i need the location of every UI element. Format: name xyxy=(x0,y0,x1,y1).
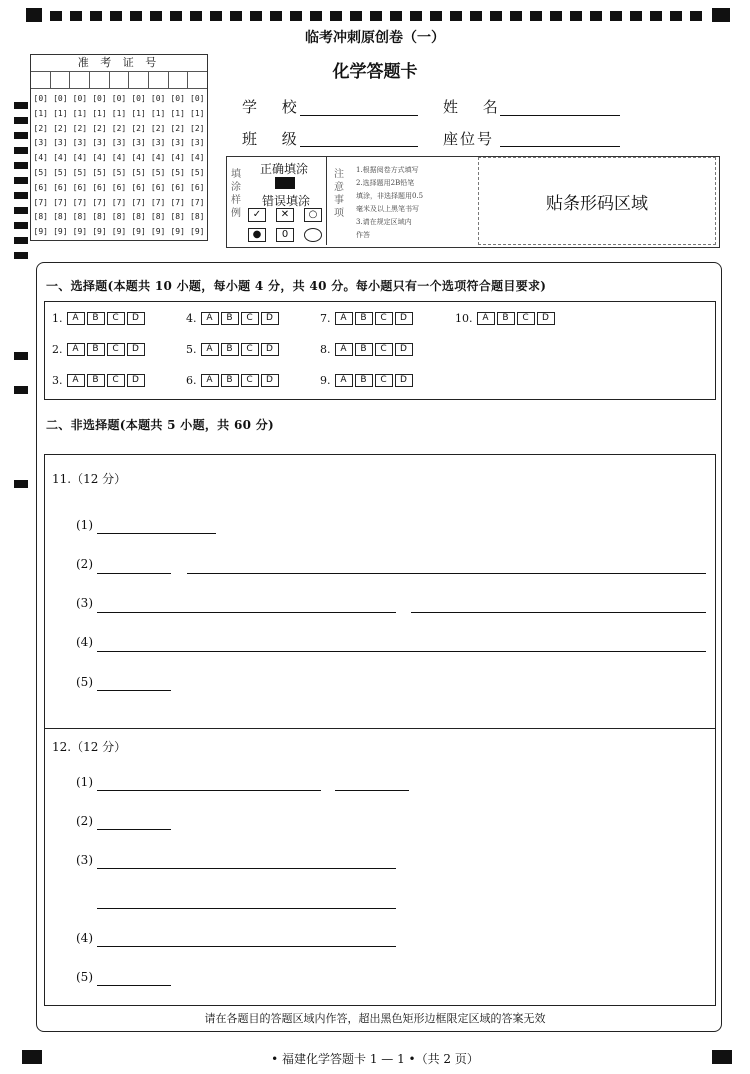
mc-question xyxy=(52,312,147,325)
id-digit-bubble[interactable]: [6] xyxy=(150,182,166,192)
q12-sub-4-line[interactable] xyxy=(97,946,396,947)
id-digit-bubble[interactable]: [7] xyxy=(92,197,107,207)
notice-line: 毫米及以上黑笔书写 xyxy=(356,205,419,213)
id-digit-bubble[interactable]: [8] xyxy=(92,212,107,222)
question-12-header: 12.（12 分） xyxy=(52,740,127,754)
id-digit-bubble[interactable]: [8] xyxy=(72,212,88,222)
q11-sub-5-label: (5) xyxy=(76,675,93,689)
id-digit-bubble[interactable]: [7] xyxy=(53,197,68,207)
q12-sub-2-line[interactable] xyxy=(97,829,171,830)
id-digit-bubble[interactable]: [3] xyxy=(131,138,146,148)
seat-label: 座位号 xyxy=(443,130,495,148)
id-digit-bubble[interactable]: [2] xyxy=(92,123,107,133)
mc-question-number: 9. xyxy=(320,374,331,387)
id-digit-bubble[interactable]: [3] xyxy=(190,138,205,148)
id-digit-bubble[interactable]: [3] xyxy=(33,138,48,148)
school-label: 学 校 xyxy=(242,98,307,116)
id-digit-bubble[interactable]: [8] xyxy=(190,212,205,222)
mc-question xyxy=(52,374,147,387)
page-footer: • 福建化学答题卡 1 — 1 •（共 2 页） xyxy=(271,1052,479,1066)
id-digit-bubble[interactable]: [1] xyxy=(111,108,127,118)
id-digit-bubble[interactable]: [0] xyxy=(33,94,48,103)
mc-question-number: 1. xyxy=(52,312,63,325)
id-digit-bubble[interactable]: [3] xyxy=(111,138,127,148)
id-digit-bubble[interactable]: [3] xyxy=(150,138,166,148)
mc-option-bubble[interactable]: B xyxy=(355,374,373,387)
mc-option-bubble[interactable]: D xyxy=(127,374,145,387)
mc-option-bubble[interactable]: A xyxy=(335,374,353,387)
mc-option-bubble[interactable]: D xyxy=(395,312,413,325)
id-digit-bubble[interactable]: [5] xyxy=(111,167,127,177)
mc-question-number: 10. xyxy=(455,312,473,325)
class-field[interactable] xyxy=(300,146,418,147)
id-digit-bubble[interactable]: [0] xyxy=(92,94,107,103)
wrong-fill-label: 错误填涂 xyxy=(262,194,311,208)
id-digit-bubble[interactable]: [7] xyxy=(170,197,185,207)
id-digit-bubble[interactable]: [1] xyxy=(131,108,146,118)
id-digit-bubble[interactable]: [6] xyxy=(33,182,48,192)
mc-option-bubble[interactable]: C xyxy=(241,343,259,356)
id-digit-bubble[interactable]: [8] xyxy=(150,212,166,222)
id-digit-bubble[interactable]: [9] xyxy=(33,227,48,237)
name-label: 姓 名 xyxy=(443,98,508,116)
id-digit-bubble[interactable]: [0] xyxy=(111,94,127,103)
id-digit-bubble[interactable]: [1] xyxy=(92,108,107,118)
id-digit-bubble[interactable]: [5] xyxy=(53,167,68,177)
mc-option-bubble[interactable]: B xyxy=(221,312,239,325)
notice-line: 3.请在规定区域内 xyxy=(356,218,412,226)
section1-title: 一、选择题(本题共 10 小题，每小题 4 分，共 40 分。每小题只有一个选项符合题目要求) xyxy=(46,279,547,293)
circle-mark-icon: ○ xyxy=(304,208,322,222)
mc-option-bubble[interactable]: D xyxy=(537,312,555,325)
id-digit-bubble[interactable]: [2] xyxy=(111,123,127,133)
id-column[interactable] xyxy=(51,92,71,240)
id-digit-bubble[interactable]: [0] xyxy=(190,94,205,103)
id-digit-bubble[interactable]: [9] xyxy=(92,227,107,237)
mc-option-bubble[interactable]: C xyxy=(375,312,393,325)
id-digit-bubble[interactable]: [8] xyxy=(131,212,146,222)
id-digit-bubble[interactable]: [6] xyxy=(170,182,185,192)
mc-option-bubble[interactable]: C xyxy=(107,374,125,387)
mc-option-bubble[interactable]: D xyxy=(261,343,279,356)
id-digit-bubble[interactable]: [5] xyxy=(92,167,107,177)
q12-sub-5-label: (5) xyxy=(76,970,93,984)
q12-sub-1-line-a[interactable] xyxy=(97,790,321,791)
id-column[interactable] xyxy=(109,92,129,240)
notice-line: 1.根据阅卷方式填写 xyxy=(356,166,419,174)
id-digit-bubble[interactable]: [6] xyxy=(131,182,146,192)
id-column[interactable] xyxy=(188,92,208,240)
mc-option-bubble[interactable]: A xyxy=(67,312,85,325)
q11-sub-3-line-a[interactable] xyxy=(97,612,396,613)
id-digit-bubble[interactable]: [4] xyxy=(92,153,107,163)
q11-sub-2-line-b[interactable] xyxy=(187,573,706,574)
q12-sub-5-line[interactable] xyxy=(97,985,171,986)
id-digit-bubble[interactable]: [7] xyxy=(111,197,127,207)
mc-question-number: 3. xyxy=(52,374,63,387)
id-digit-bubble[interactable]: [5] xyxy=(131,167,146,177)
free-response-box xyxy=(44,454,716,1006)
q12-sub-3-line-b[interactable] xyxy=(97,908,396,909)
id-column[interactable] xyxy=(31,92,51,240)
id-digit-bubble[interactable]: [8] xyxy=(53,212,68,222)
id-digit-bubble[interactable]: [0] xyxy=(150,94,166,103)
id-digit-bubble[interactable]: [7] xyxy=(190,197,205,207)
id-digit-bubble[interactable]: [6] xyxy=(72,182,88,192)
q12-sub-1-line-b[interactable] xyxy=(335,790,409,791)
id-digit-bubble[interactable]: [1] xyxy=(53,108,68,118)
q12-sub-3-label: (3) xyxy=(76,853,93,867)
notice-line: 作答 xyxy=(356,231,370,239)
check-mark-icon: ✓ xyxy=(248,208,266,222)
class-label: 班 级 xyxy=(242,130,307,148)
mc-question xyxy=(186,343,281,356)
mc-question-number: 5. xyxy=(186,343,197,356)
exam-id-write-row[interactable] xyxy=(31,72,207,89)
id-digit-bubble[interactable]: [8] xyxy=(33,212,48,222)
id-digit-bubble[interactable]: [2] xyxy=(53,123,68,133)
id-digit-bubble[interactable]: [7] xyxy=(131,197,146,207)
mc-option-bubble[interactable]: C xyxy=(375,343,393,356)
mc-option-bubble[interactable]: A xyxy=(201,343,219,356)
id-digit-bubble[interactable]: [0] xyxy=(72,94,88,103)
id-digit-bubble[interactable]: [7] xyxy=(72,197,88,207)
id-digit-bubble[interactable]: [0] xyxy=(131,94,146,103)
question-divider xyxy=(44,728,716,729)
mc-question xyxy=(52,343,147,356)
exam-id-title: 准 考 证 号 xyxy=(31,55,207,72)
mc-option-bubble[interactable]: A xyxy=(67,374,85,387)
q12-sub-1-label: (1) xyxy=(76,775,93,789)
id-digit-bubble[interactable]: [5] xyxy=(150,167,166,177)
mc-option-bubble[interactable]: A xyxy=(67,343,85,356)
name-field[interactable] xyxy=(500,115,620,116)
id-digit-bubble[interactable]: [8] xyxy=(111,212,127,222)
q11-sub-3-line-b[interactable] xyxy=(411,612,706,613)
id-digit-bubble[interactable]: [2] xyxy=(33,123,48,133)
id-digit-bubble[interactable]: [9] xyxy=(111,227,127,237)
mc-option-bubble[interactable]: B xyxy=(87,374,105,387)
mc-option-bubble[interactable]: B xyxy=(355,343,373,356)
id-digit-bubble[interactable]: [0] xyxy=(53,94,68,103)
notice-line: 填涂，非选择题用0.5 xyxy=(356,192,424,200)
id-digit-bubble[interactable]: [5] xyxy=(33,167,48,177)
q11-sub-2-label: (2) xyxy=(76,557,93,571)
section2-title: 二、非选择题(本题共 5 小题，共 60 分) xyxy=(46,418,275,432)
mc-option-bubble[interactable]: B xyxy=(87,343,105,356)
dot-mark-icon: ● xyxy=(248,228,266,242)
mc-option-bubble[interactable]: C xyxy=(107,343,125,356)
id-digit-bubble[interactable]: [2] xyxy=(131,123,146,133)
seat-field[interactable] xyxy=(500,146,620,147)
id-column[interactable] xyxy=(168,92,188,240)
q12-sub-2-label: (2) xyxy=(76,814,93,828)
id-column[interactable] xyxy=(70,92,90,240)
exam-id-box xyxy=(30,54,208,241)
mc-question-number: 4. xyxy=(186,312,197,325)
q12-sub-3-line-a[interactable] xyxy=(97,868,396,869)
mc-option-bubble[interactable]: B xyxy=(221,343,239,356)
id-digit-bubble[interactable]: [5] xyxy=(190,167,205,177)
partial-fill-icon: 0 xyxy=(276,228,294,242)
sample-divider xyxy=(326,157,327,245)
mc-question xyxy=(186,374,281,387)
mc-option-bubble[interactable]: A xyxy=(335,343,353,356)
mc-question xyxy=(320,374,415,387)
id-digit-bubble[interactable]: [3] xyxy=(72,138,88,148)
id-digit-bubble[interactable]: [3] xyxy=(92,138,107,148)
id-digit-bubble[interactable]: [3] xyxy=(170,138,185,148)
id-digit-bubble[interactable]: [2] xyxy=(150,123,166,133)
id-digit-bubble[interactable]: [9] xyxy=(72,227,88,237)
mc-question-number: 7. xyxy=(320,312,331,325)
id-digit-bubble[interactable]: [6] xyxy=(111,182,127,192)
q12-sub-4-label: (4) xyxy=(76,931,93,945)
q11-sub-3-label: (3) xyxy=(76,596,93,610)
id-digit-bubble[interactable]: [9] xyxy=(150,227,166,237)
mc-option-bubble[interactable]: B xyxy=(497,312,515,325)
id-digit-bubble[interactable]: [1] xyxy=(150,108,166,118)
mc-question xyxy=(320,343,415,356)
question-11-header: 11.（12 分） xyxy=(52,472,127,486)
id-column[interactable] xyxy=(90,92,110,240)
mc-option-bubble[interactable]: D xyxy=(127,343,145,356)
mc-question-number: 6. xyxy=(186,374,197,387)
mc-option-bubble[interactable]: A xyxy=(201,374,219,387)
id-digit-bubble[interactable]: [4] xyxy=(33,153,48,163)
mc-option-bubble[interactable]: C xyxy=(517,312,535,325)
id-digit-bubble[interactable]: [9] xyxy=(53,227,68,237)
school-field[interactable] xyxy=(300,115,418,116)
id-digit-bubble[interactable]: [4] xyxy=(72,153,88,163)
id-digit-bubble[interactable]: [4] xyxy=(131,153,146,163)
id-digit-bubble[interactable]: [9] xyxy=(190,227,205,237)
q11-sub-4-label: (4) xyxy=(76,635,93,649)
cross-mark-icon: ✕ xyxy=(276,208,294,222)
mc-question xyxy=(455,312,557,325)
mc-option-bubble[interactable]: A xyxy=(201,312,219,325)
mc-question-number: 2. xyxy=(52,343,63,356)
sample-side-label: 填涂样例 xyxy=(231,169,241,219)
mc-option-bubble[interactable]: C xyxy=(241,374,259,387)
barcode-area: 贴条形码区域 xyxy=(478,157,716,245)
notice-side-label: 注意事项 xyxy=(334,169,344,219)
q11-sub-4-line[interactable] xyxy=(97,651,706,652)
mc-option-bubble[interactable]: D xyxy=(127,312,145,325)
mc-option-bubble[interactable]: D xyxy=(395,343,413,356)
exam-id-bubble-grid[interactable] xyxy=(31,89,207,240)
q11-sub-1-line[interactable] xyxy=(97,533,216,534)
q11-sub-2-line-a[interactable] xyxy=(97,573,171,574)
id-digit-bubble[interactable]: [3] xyxy=(53,138,68,148)
id-digit-bubble[interactable]: [4] xyxy=(111,153,127,163)
footer-notice: 请在各题目的答题区域内作答，超出黑色矩形边框限定区域的答案无效 xyxy=(204,1012,546,1025)
id-digit-bubble[interactable]: [5] xyxy=(72,167,88,177)
id-digit-bubble[interactable]: [7] xyxy=(33,197,48,207)
id-digit-bubble[interactable]: [9] xyxy=(131,227,146,237)
mc-option-bubble[interactable]: D xyxy=(261,374,279,387)
mc-option-bubble[interactable]: A xyxy=(335,312,353,325)
id-digit-bubble[interactable]: [0] xyxy=(170,94,185,103)
correct-fill-label: 正确填涂 xyxy=(260,162,309,176)
page-title: 临考冲刺原创卷（一） xyxy=(305,30,445,46)
id-digit-bubble[interactable]: [1] xyxy=(33,108,48,118)
id-column[interactable] xyxy=(129,92,149,240)
mc-option-bubble[interactable]: C xyxy=(107,312,125,325)
notice-line: 2.选择题用2B铅笔 xyxy=(356,179,415,187)
id-digit-bubble[interactable]: [5] xyxy=(170,167,185,177)
mc-option-bubble[interactable]: A xyxy=(477,312,495,325)
id-digit-bubble[interactable]: [4] xyxy=(190,153,205,163)
id-digit-bubble[interactable]: [2] xyxy=(72,123,88,133)
id-digit-bubble[interactable]: [1] xyxy=(190,108,205,118)
id-digit-bubble[interactable]: [9] xyxy=(170,227,185,237)
correct-fill-example xyxy=(275,177,295,189)
mc-question-number: 8. xyxy=(320,343,331,356)
id-digit-bubble[interactable]: [1] xyxy=(170,108,185,118)
id-digit-bubble[interactable]: [6] xyxy=(92,182,107,192)
q11-sub-1-label: (1) xyxy=(76,518,93,532)
id-digit-bubble[interactable]: [8] xyxy=(170,212,185,222)
mc-question xyxy=(186,312,281,325)
mc-option-bubble[interactable]: C xyxy=(241,312,259,325)
q11-sub-5-line[interactable] xyxy=(97,690,171,691)
id-digit-bubble[interactable]: [4] xyxy=(53,153,68,163)
id-digit-bubble[interactable]: [2] xyxy=(170,123,185,133)
id-digit-bubble[interactable]: [2] xyxy=(190,123,205,133)
id-digit-bubble[interactable]: [6] xyxy=(190,182,205,192)
mc-option-bubble[interactable]: D xyxy=(261,312,279,325)
mc-option-bubble[interactable]: B xyxy=(221,374,239,387)
id-digit-bubble[interactable]: [6] xyxy=(53,182,68,192)
id-digit-bubble[interactable]: [1] xyxy=(72,108,88,118)
id-digit-bubble[interactable]: [7] xyxy=(150,197,166,207)
id-column[interactable] xyxy=(148,92,168,240)
id-digit-bubble[interactable]: [4] xyxy=(150,153,166,163)
mc-option-bubble[interactable]: C xyxy=(375,374,393,387)
mc-option-bubble[interactable]: B xyxy=(87,312,105,325)
mc-option-bubble[interactable]: D xyxy=(395,374,413,387)
mc-question xyxy=(320,312,415,325)
ellipse-mark-icon xyxy=(304,228,322,242)
page-subtitle: 化学答题卡 xyxy=(332,62,418,82)
id-digit-bubble[interactable]: [4] xyxy=(170,153,185,163)
mc-option-bubble[interactable]: B xyxy=(355,312,373,325)
